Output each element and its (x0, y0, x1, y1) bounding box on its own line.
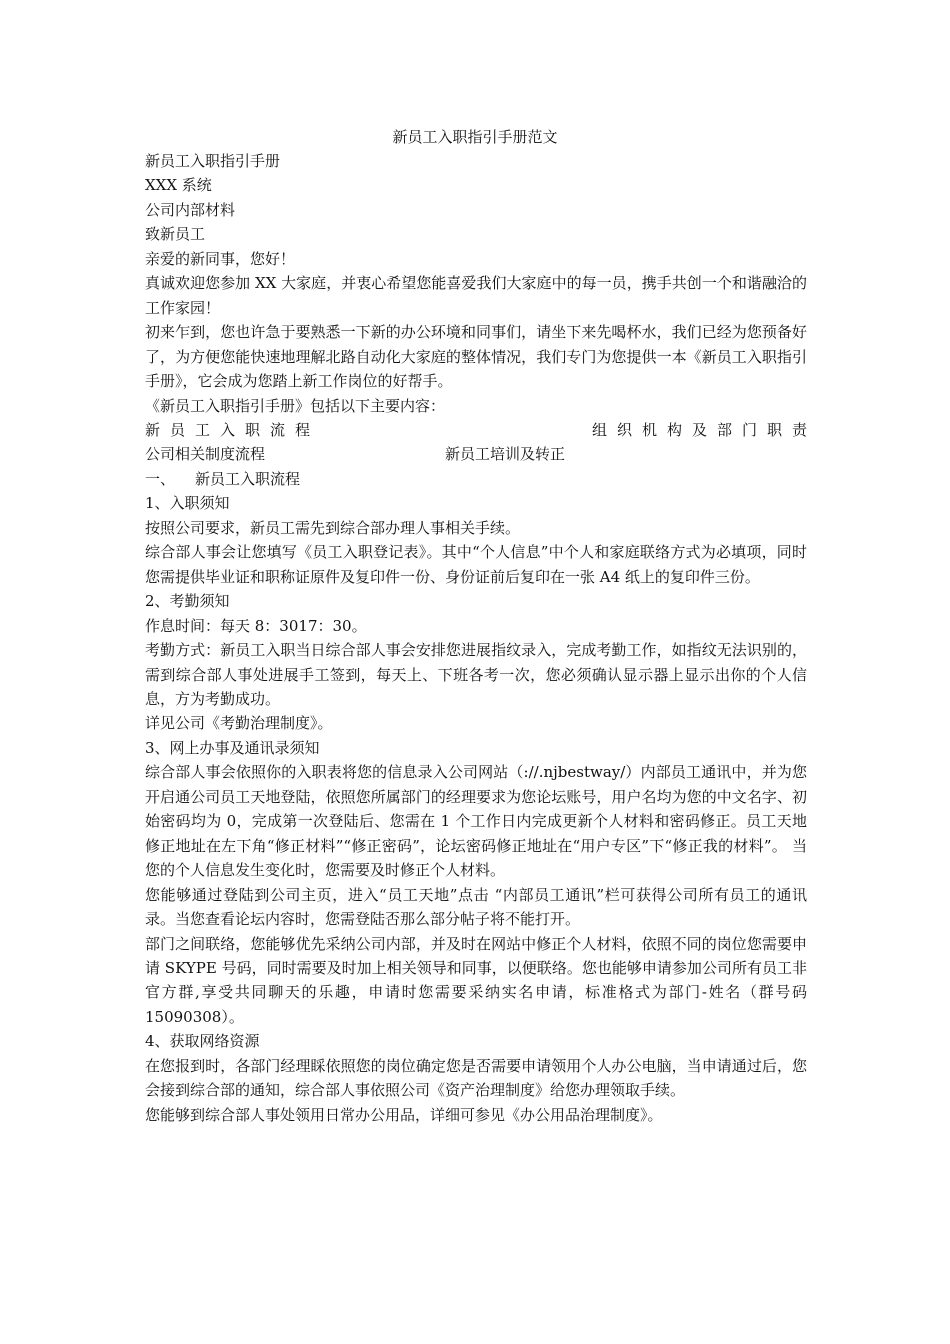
subsection-1-paragraph-1: 按照公司要求，新员工需先到综合部办理人事相关手续。 (145, 518, 521, 537)
addressee: 致新员工 (145, 225, 206, 244)
section-1-heading (145, 467, 807, 491)
subsection-3-paragraph-3: 部门之间联络，您能够优先采纳公司内部，并及时在网站中修正个人材料，依照不同的岗位您需要申请 SKYPE 号码，同时需要及时加上相关领导和同事，以便联络。您也能够申请参加公司所有员工非官方群,享受共同聊天的乐趣，申请时您需要采纳实名申请，标准格式为部门-姓名（群号码 15090308）。 (145, 934, 807, 1026)
subsection-4-paragraph-2: 您能够到综合部人事处领用日常办公用品，详细可参见《办公用品治理制度》。 (145, 1105, 663, 1124)
subsection-2-paragraph-1: 作息时间：每天 8：3017：30。 (145, 616, 367, 635)
internal-material-label: 公司内部材料 (145, 200, 236, 219)
intro-paragraph-1: 真诚欢迎您参加 XX 大家庭，并衷心希望您能喜爱我们大家庭中的每一员，携手共创一个和谐融洽的工作家园！ (145, 274, 807, 317)
subsection-1-paragraph-2: 综合部人事会让您填写《员工入职登记表》。其中“个人信息”中个人和家庭联络方式为必填项，同时您需提供毕业证和职称证原件及复印件一份、身份证前后复印在一张 A4 纸上的复印件三份。 (145, 543, 807, 586)
contents-item-policies: 公司相关制度流程 (145, 445, 266, 464)
subsection-3-paragraph-2: 您能够通过登陆到公司主页，进入“员工天地”点击 “内部员工通讯”栏可获得公司所有员工的通讯录。当您查看论坛内容时，您需登陆否那么部分帖子将不能打开。 (145, 885, 807, 929)
subsection-2-heading: 2、考勤须知 (145, 592, 230, 611)
subsection-4-paragraph-1: 在您报到时，各部门经理睬依照您的岗位确定您是否需要申请领用个人办公电脑，当申请通过后，您会接到综合部的通知，综合部人事依照公司《资产治理制度》给您办理领取手续。 (145, 1056, 807, 1100)
subsection-2-paragraph-3: 详见公司《考勤治理制度》。 (145, 714, 333, 733)
contents-row-1 (145, 418, 817, 442)
subsection-3-heading: 3、网上办事及通讯录须知 (145, 738, 320, 757)
subsection-2-paragraph-2: 考勤方式：新员工入职当日综合部人事会安排您进展指纹录入，完成考勤工作，如指纹无法识别的，需到综合部人事处进展手工签到，每天上、下班各考一次，您必须确认显示器上显示出你的个人信息，方为考勤成功。 (145, 641, 807, 708)
greeting: 亲爱的新同事，您好！ (145, 249, 296, 268)
section-1-number: 一、 (145, 469, 176, 488)
contents-item-training: 新员工培训及转正 (445, 445, 566, 464)
subsection-3-paragraph-1: 综合部人事会依照你的入职表将您的信息录入公司网站（://.njbestway/）内部员工通讯中，并为您开启通公司员工天地登陆，依照您所属部门的经理要求为您论坛账号，用户名均为您的中文名字、初始密码均为 0，完成第一次登陆后、您需在 1 个工作日内完成更新个人材料和密码修正。员工天地修正地址在左下角“修正材料”“修正密码”，论坛密码修正地址在“用户专区”下“修正我的材料”。 当您的个人信息发生变化时，您需要及时修正个人材料。 (145, 763, 807, 880)
contents-item-onboarding: 新员工入职流程 (145, 420, 321, 439)
section-1-title: 新员工入职流程 (195, 469, 301, 488)
subsection-1-heading: 1、入职须知 (145, 494, 230, 513)
document-body (145, 149, 817, 1127)
system-name: XXX 系统 (145, 176, 212, 195)
contents-row-2 (145, 442, 807, 466)
document-title: 新员工入职指引手册范文 (392, 128, 558, 146)
handbook-title: 新员工入职指引手册 (145, 152, 281, 170)
contents-item-organization: 组织机构及部门职责 (591, 420, 817, 439)
subsection-4-heading: 4、获取网络资源 (145, 1032, 260, 1051)
intro-paragraph-2: 初来乍到，您也许急于要熟悉一下新的办公环境和同事们，请坐下来先喝杯水，我们已经为您预备好了，为方便您能快速地理解北路自动化大家庭的整体情况，我们专门为您提供一本《新员工入职指引手册》，它会成为您踏上新工作岗位的好帮手。 (145, 323, 807, 391)
contents-intro: 《新员工入职指引手册》包括以下主要内容： (145, 396, 446, 415)
